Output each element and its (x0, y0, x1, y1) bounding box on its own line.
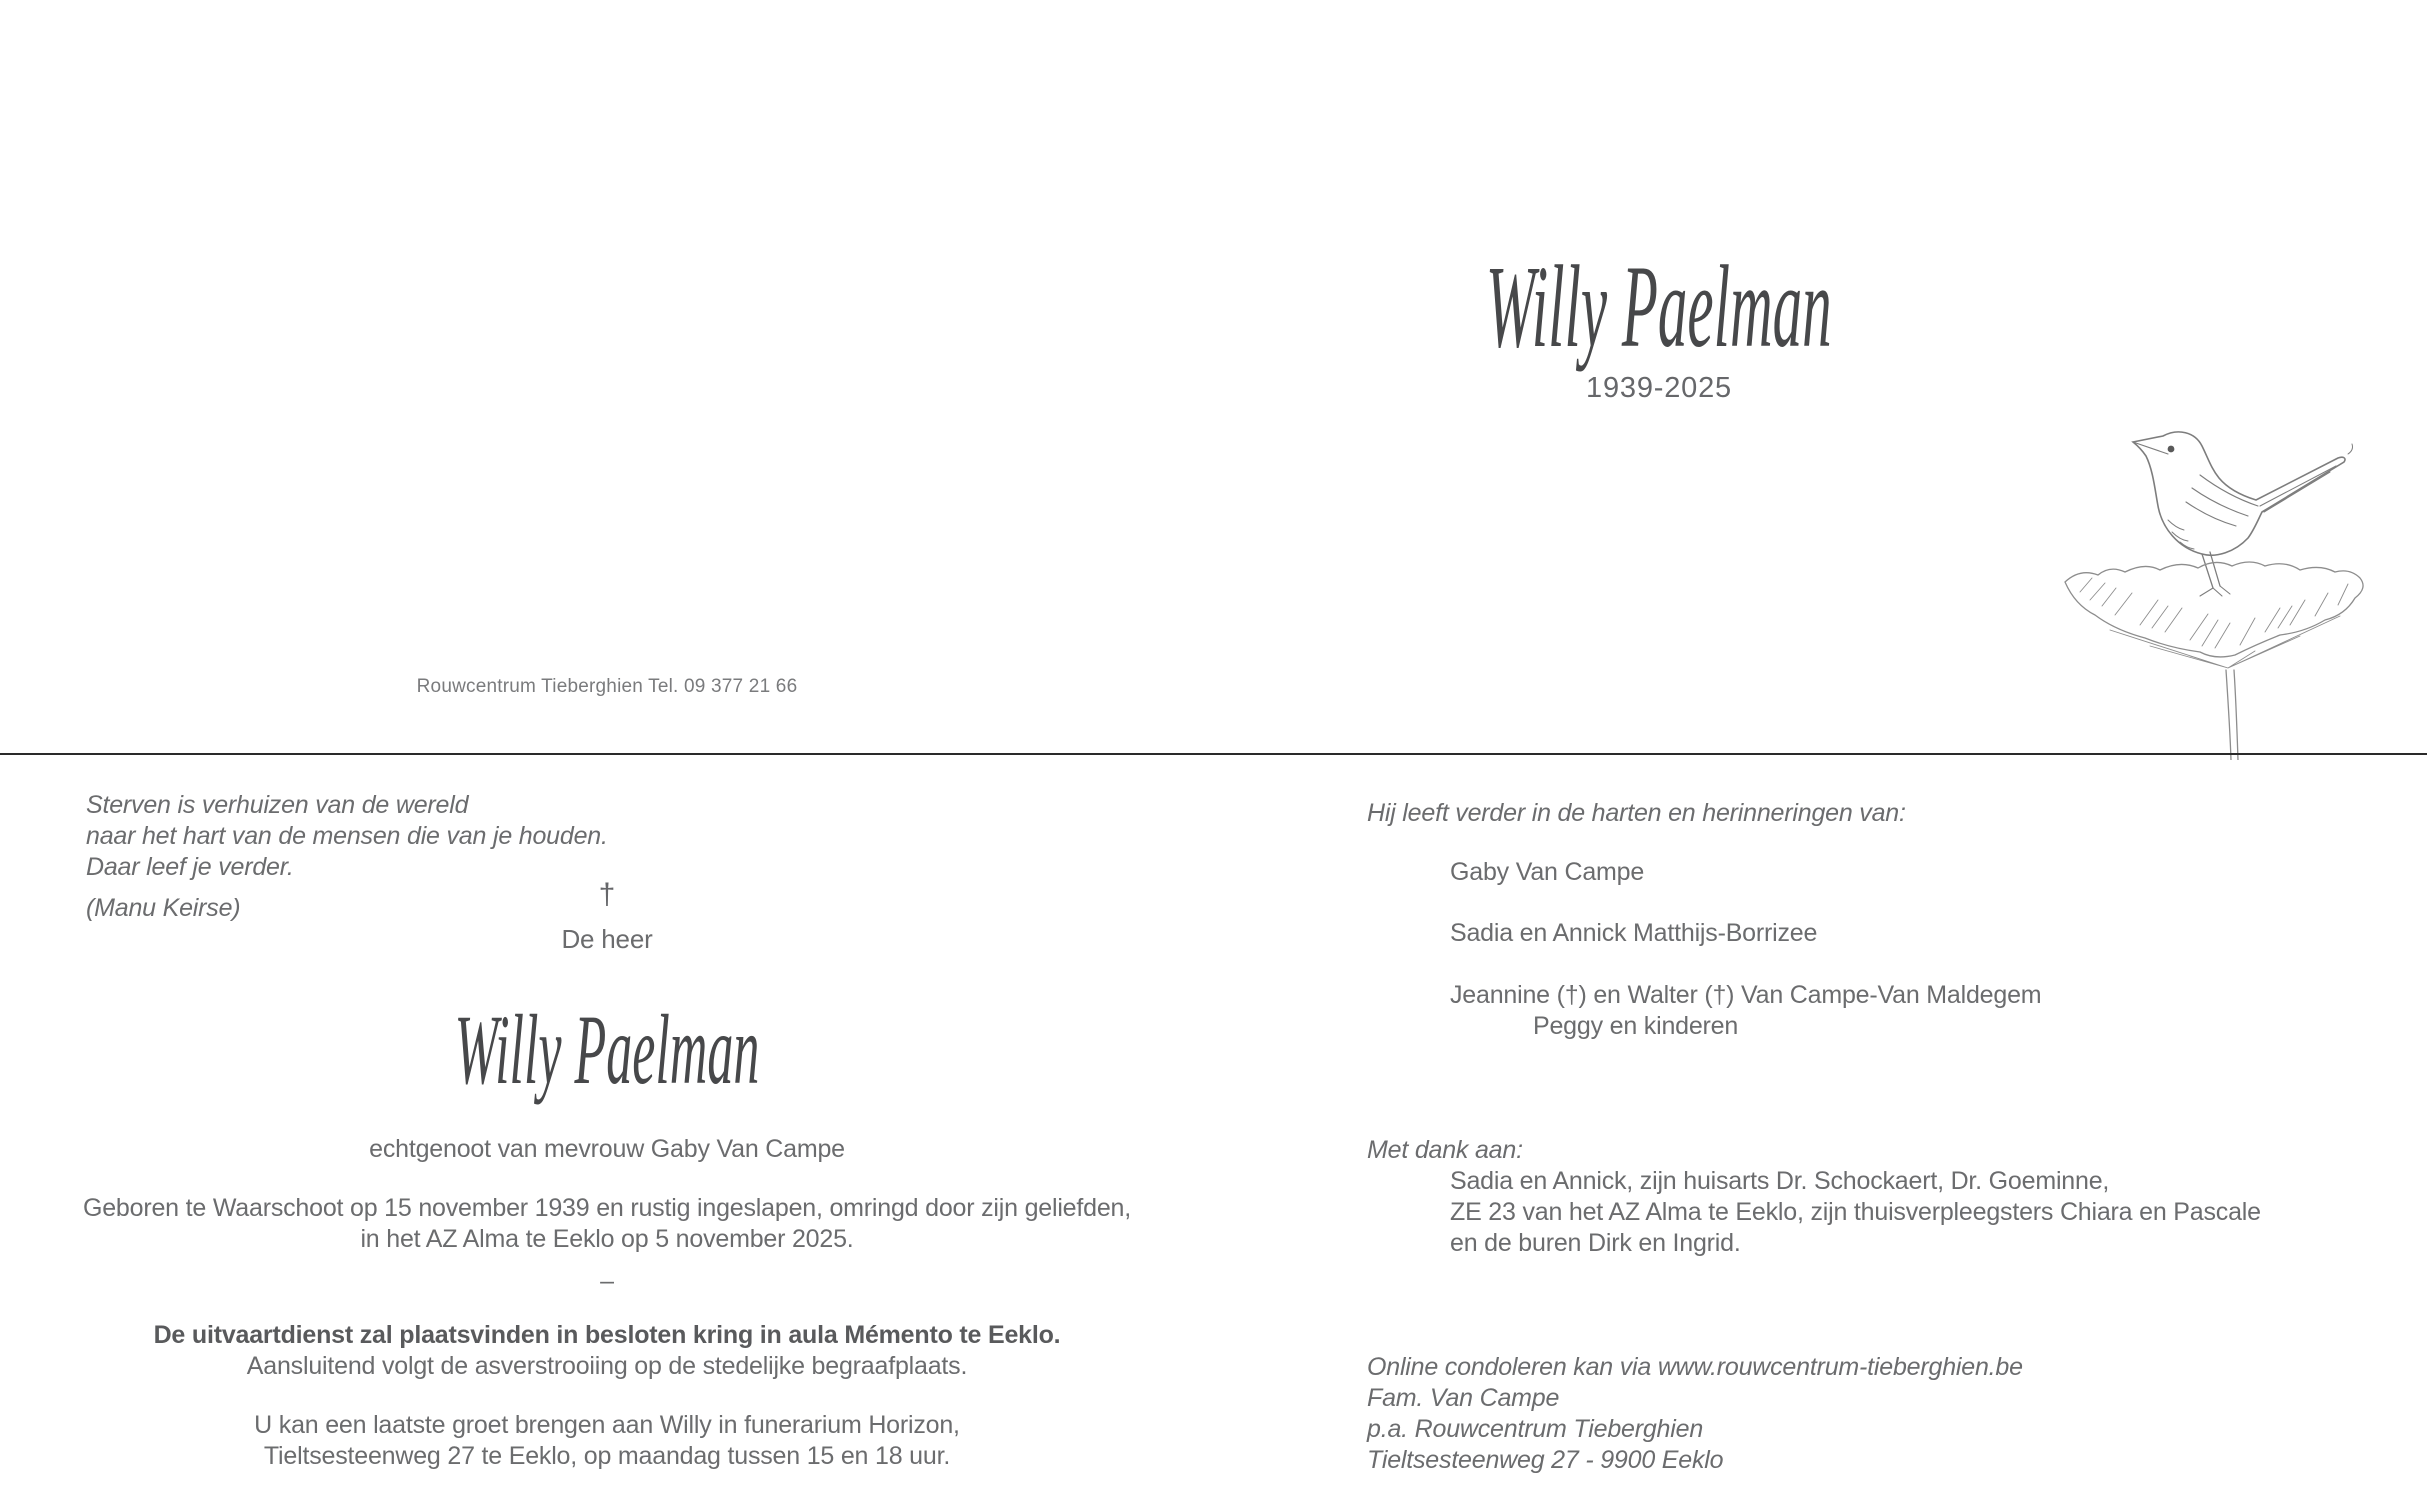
front-name-block (1213, 241, 2105, 372)
thanks-line: Sadia en Annick, zijn huisarts Dr. Schockaert, Dr. Goeminne, (1450, 1167, 2110, 1195)
poem-line: Daar leef je verder. (86, 853, 294, 881)
condolence-line: Fam. Van Campe (1367, 1384, 1560, 1412)
condolence-line: Online condoleren kan via www.rouwcentrum-tieberghien.be (1367, 1353, 2023, 1381)
visitation-block (0, 1410, 1214, 1472)
bird-illustration (2050, 420, 2427, 760)
thanks-heading: Met dank aan: (1367, 1136, 1523, 1164)
page-fold-divider (0, 753, 2427, 755)
poem-author: (Manu Keirse) (86, 894, 241, 922)
condolence-line: p.a. Rouwcentrum Tieberghien (1367, 1415, 1704, 1443)
birth-death-line: Geboren te Waarschoot op 15 november 1939 en rustig ingeslapen, omringd door zijn geliefden, (82, 1194, 1131, 1222)
visitation-line: U kan een laatste groet brengen aan Willy in funerarium Horizon, (254, 1411, 960, 1439)
relative-sub-line: Peggy en kinderen (1533, 1012, 1739, 1040)
relative-line: Jeannine (†) en Walter (†) Van Campe-Van Maldegem (1450, 981, 2042, 1009)
poem-line: Sterven is verhuizen van de wereld (86, 791, 469, 819)
condolence-block (1367, 1352, 2023, 1476)
inner-deceased-name: Willy Paelman (454, 994, 760, 1105)
cross-icon: † (598, 878, 616, 911)
flower-stem (2226, 670, 2238, 760)
poem-block (86, 790, 608, 883)
service-bold-line: De uitvaartdienst zal plaatsvinden in besloten kring in aula Mémento te Eeklo. (153, 1321, 1061, 1349)
poem-line: naar het hart van de mensen die van je houden. (86, 822, 608, 850)
thanks-block (1450, 1166, 2261, 1259)
inner-name-block (0, 994, 1214, 1105)
birth-death-line: in het AZ Alma te Eeklo op 5 november 2025. (360, 1225, 854, 1253)
relative-line: Sadia en Annick Matthijs-Borrizee (1450, 919, 1818, 947)
spouse-line: echtgenoot van mevrouw Gaby Van Campe (369, 1135, 845, 1163)
service-block (0, 1320, 1214, 1382)
visitation-line: Tieltsesteenweg 27 te Eeklo, op maandag tussen 15 en 18 uur. (263, 1442, 951, 1470)
remembrance-heading: Hij leeft verder in de harten en herinneringen van: (1367, 799, 1906, 827)
birth-death-block (0, 1193, 1214, 1255)
salutation: De heer (561, 924, 653, 954)
front-years-of-life: 1939-2025 (1586, 372, 1732, 404)
thanks-line: ZE 23 van het AZ Alma te Eeklo, zijn thuisverpleegsters Chiara en Pascale (1450, 1198, 2261, 1226)
funeral-home-contact-line: Rouwcentrum Tieberghien Tel. 09 377 21 66 (416, 676, 798, 697)
condolence-line: Tieltsesteenweg 27 - 9900 Eeklo (1367, 1446, 1724, 1474)
relative-line: Gaby Van Campe (1450, 858, 1645, 886)
thanks-line: en de buren Dirk en Ingrid. (1450, 1229, 1741, 1257)
front-deceased-name: Willy Paelman (1486, 241, 1832, 372)
separator-dash: – (600, 1267, 614, 1295)
bird-sketch (2133, 432, 2353, 596)
service-line: Aansluitend volgt de asverstrooiing op de stedelijke begraafplaats. (246, 1352, 968, 1380)
flower-sketch (2065, 562, 2363, 760)
